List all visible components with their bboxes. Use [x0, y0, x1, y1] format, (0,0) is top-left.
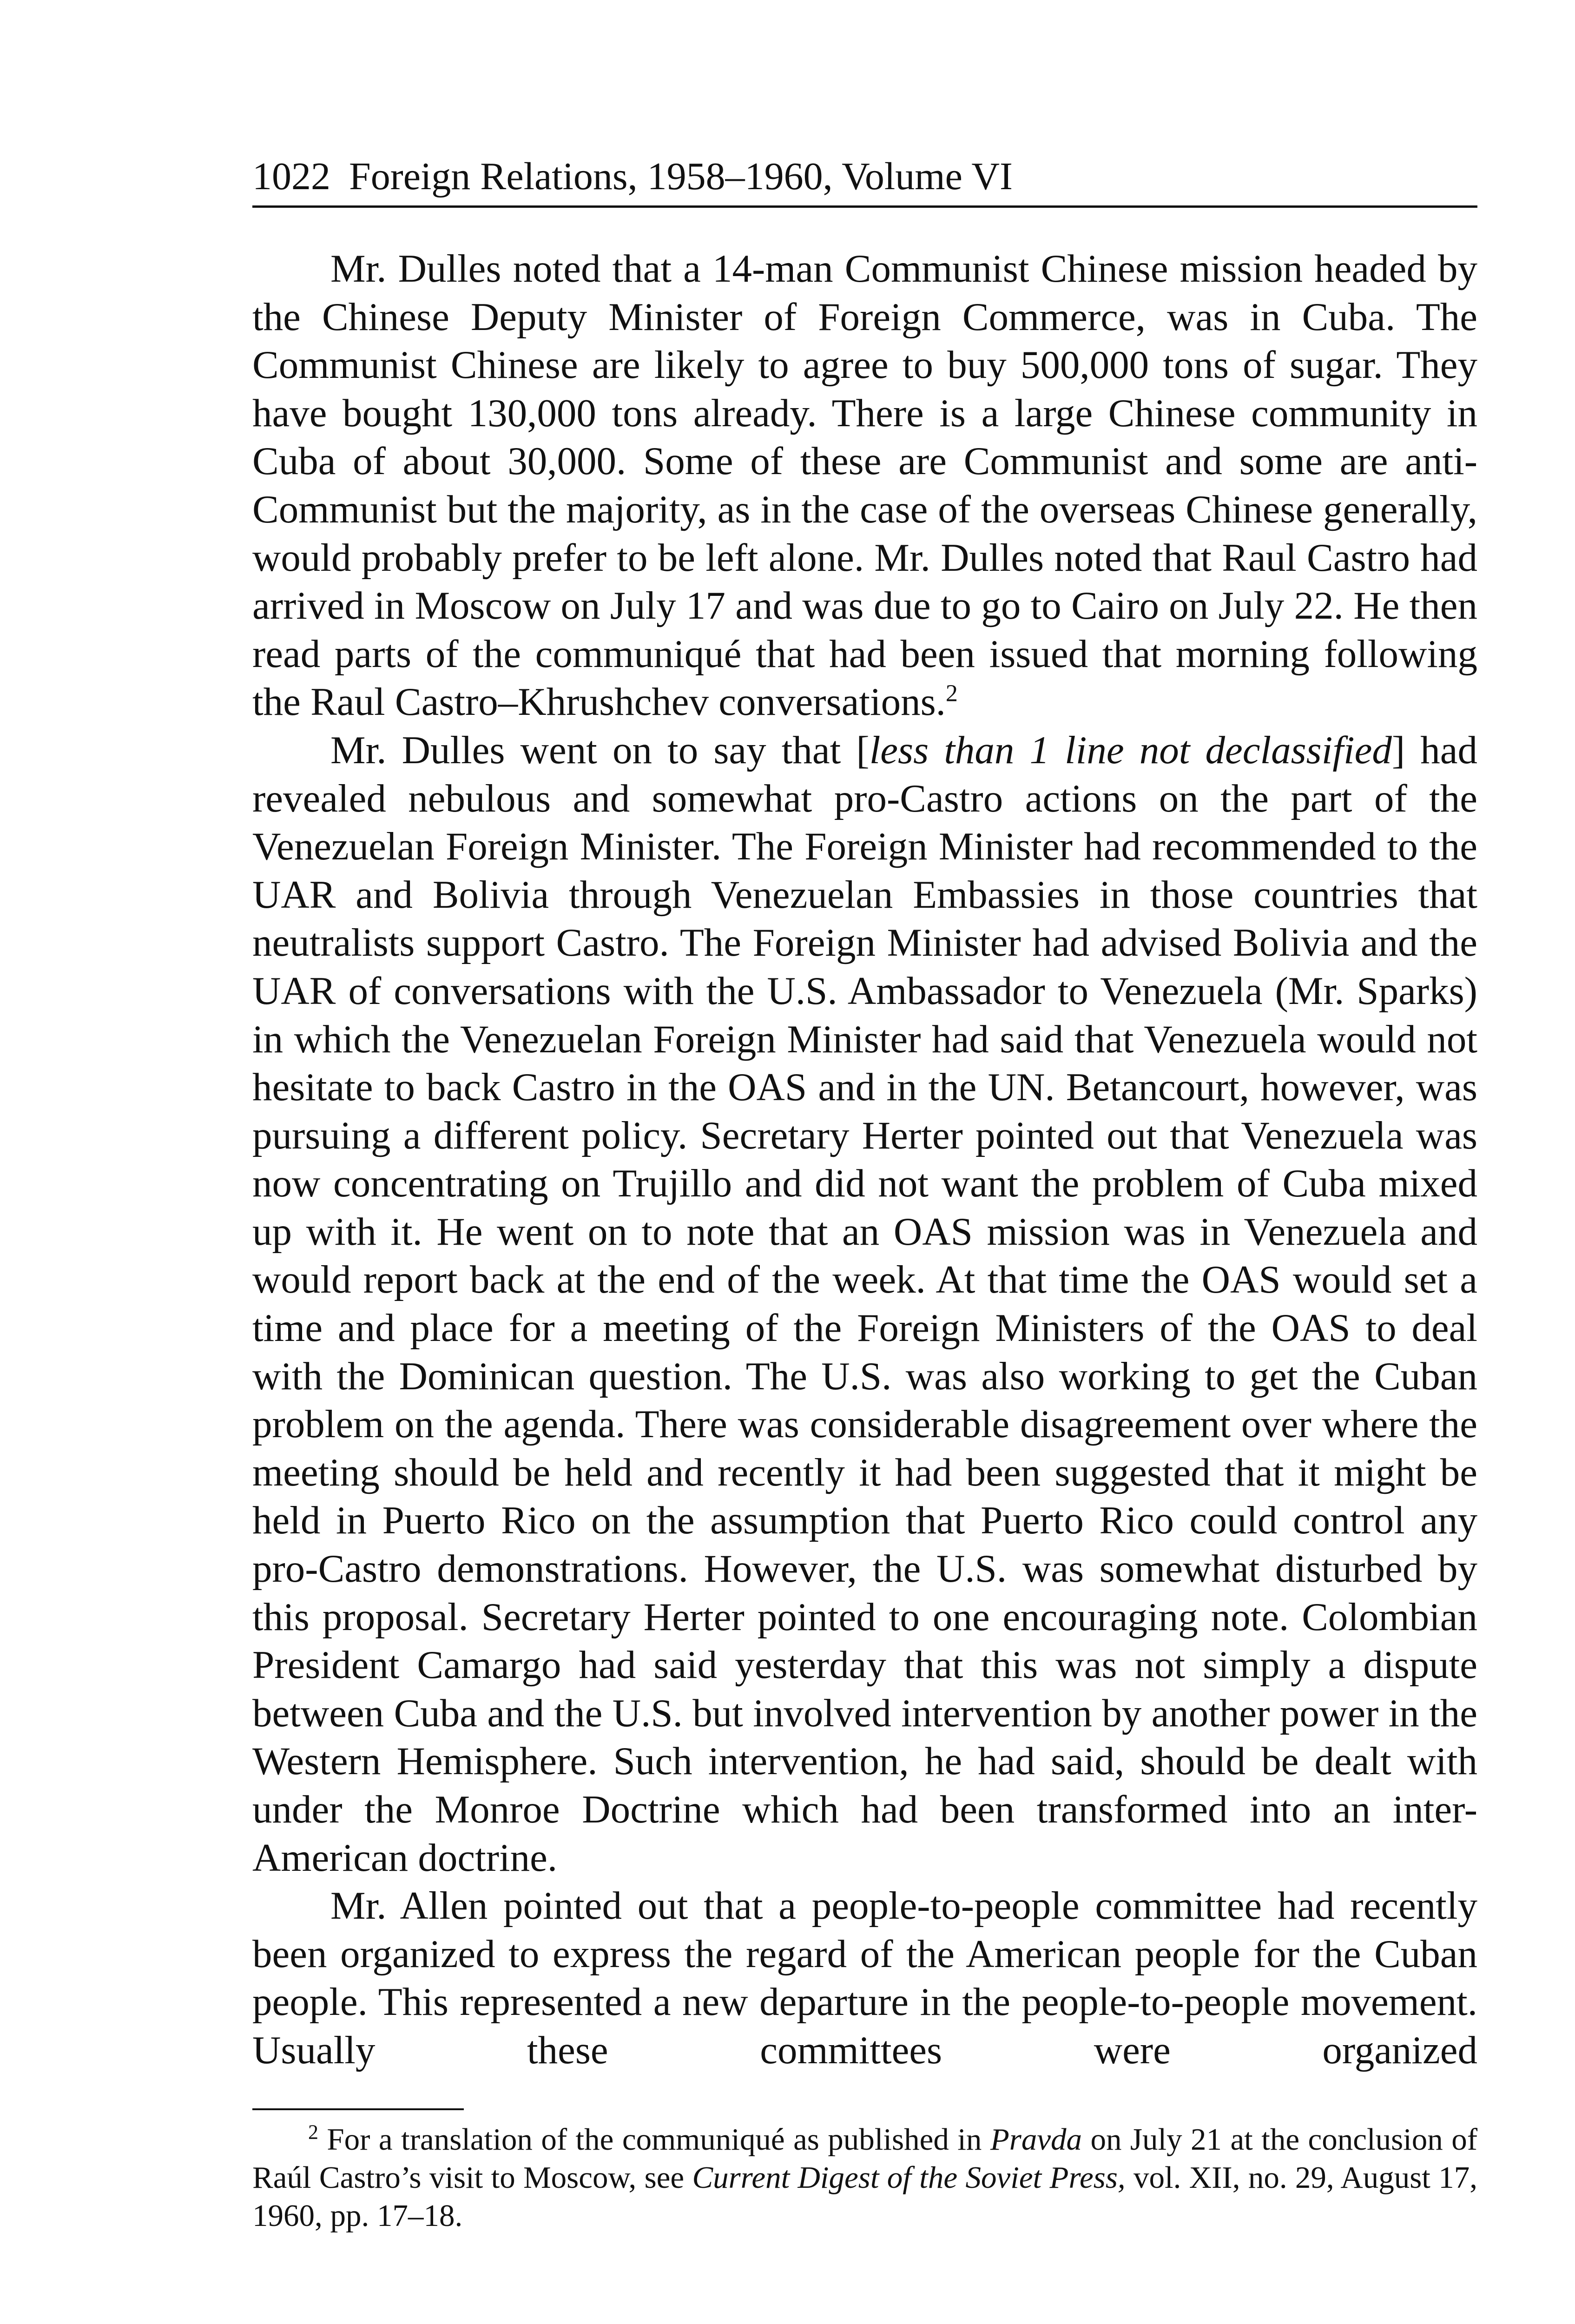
footnote-text-start: For a translation of the communiqué as published in — [327, 2122, 990, 2157]
paragraph-1 — [252, 245, 1477, 726]
paragraph-3-text: Mr. Allen pointed out that a people-to-people committee had recently been organized to express the regard of the American people for the Cuban people. This represented a new departure in the people-to-people movement. Usually these committees were organized — [252, 1884, 1477, 2072]
footnote-divider — [252, 2108, 464, 2110]
body-text — [252, 245, 1477, 2075]
running-header — [252, 153, 1477, 208]
paragraph-2 — [252, 726, 1477, 1882]
paragraph-2-text-rest: had revealed nebulous and somewhat pro-Castro actions on the part of the Venezuelan Foreign Minister. The Foreign Minister had recommended to the UAR and Bolivia through Venezuelan Embassies in those countries that neutralists support Castro. The Foreign Minister had advised Bolivia and the UAR of conversations with the U.S. Ambassador to Venezuela (Mr. Sparks) in which the Venezuelan Foreign Minister had said that Venezuela would not hesitate to back Castro in the OAS and in the UN. Betancourt, however, was pursuing a different policy. Secretary Herter pointed out that Venezuela was now concentrating on Trujillo and did not want the problem of Cuba mixed up with it. He went on to note that an OAS mission was in Venezuela and would report back at the end of the week. At that time the OAS would set a time and place for a meeting of the Foreign Ministers of the OAS to deal with the Dominican question. The U.S. was also working to get the Cuban problem on the agenda. There was considerable disagreement over where the meeting should be held and recently it had been suggested that it might be held in Puerto Rico on the assumption that Puerto Rico could control any pro-Castro demonstrations. However, the U.S. was somewhat disturbed by this proposal. Secretary Herter pointed to one encouraging note. Colombian President Camargo had said yesterday that this was not simply a dispute between Cuba and the U.S. but involved intervention by another power in the Western Hemisphere. Such intervention, he had said, should be dealt with under the Monroe Doctrine which had been transformed into an inter-American doctrine. — [252, 728, 1477, 1880]
paragraph-2-text-start: Mr. Dulles went on to say that — [330, 728, 857, 772]
redaction-bracket-close: ] — [1391, 728, 1405, 772]
footnote-2 — [252, 2120, 1477, 2235]
paragraph-3 — [252, 1882, 1477, 2074]
footnote-reference: 2 — [945, 680, 958, 707]
footnote — [252, 2120, 1477, 2235]
page-number: 1022 — [252, 155, 330, 198]
redaction-note: less than 1 line not declassified — [869, 728, 1392, 772]
paragraph-1-text: Mr. Dulles noted that a 14-man Communist Chinese mission headed by the Chinese Deputy Minister of Foreign Commerce, was in Cuba. The Communist Chinese are likely to agree to buy 500,000 tons of sugar. They have bought 130,000 tons already. There is a large Chinese community in Cuba of about 30,000. Some of these are Communist and some are anti-Communist but the majority, as in the case of the overseas Chinese generally, would probably prefer to be left alone. Mr. Dulles noted that Raul Castro had arrived in Moscow on July 17 and was due to go to Cairo on July 22. He then read parts of the communiqué that had been issued that morning following the Raul Castro–Khrushchev conversations. — [252, 247, 1477, 724]
document-page — [252, 153, 1477, 2235]
footnote-source-digest: Current Digest of the Soviet Press, — [692, 2160, 1126, 2195]
redaction-bracket-open: [ — [856, 728, 870, 772]
footnote-marker: 2 — [308, 2120, 318, 2144]
footnote-text-end: vol. XII, no. 29, August 17, 1960, pp. 17–18. — [252, 2160, 1477, 2233]
running-title: Foreign Relations, 1958–1960, Volume VI — [349, 155, 1013, 198]
footnote-source-pravda: Pravda — [990, 2122, 1082, 2157]
footnote-text-middle: on July 21 at the conclusion of Raúl Castro’s visit to Moscow, see — [252, 2122, 1477, 2195]
